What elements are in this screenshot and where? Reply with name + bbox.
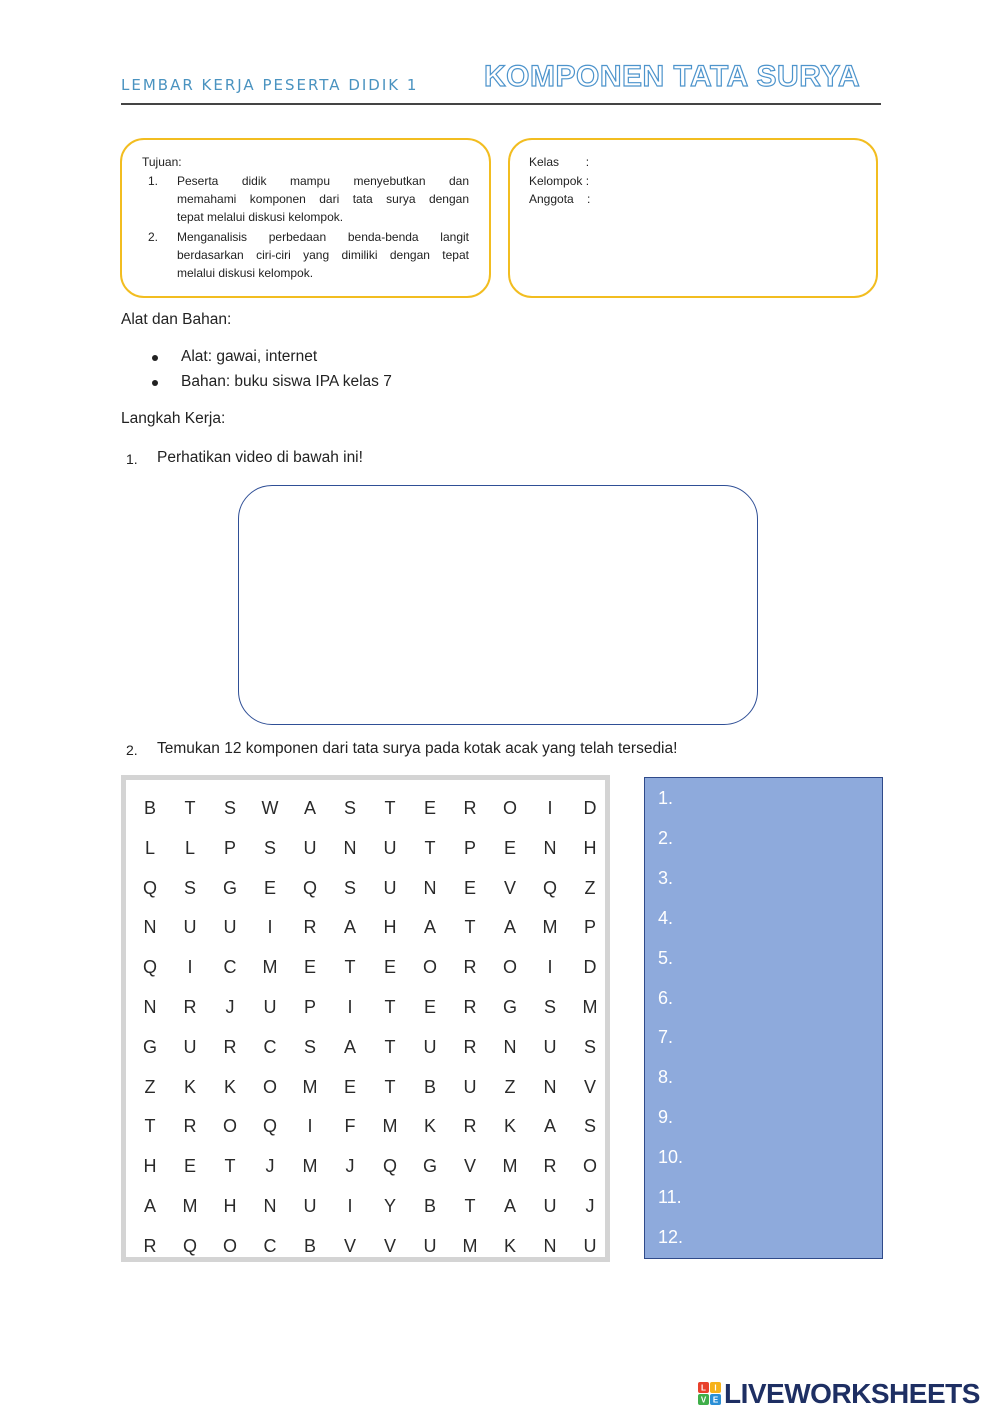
grid-cell[interactable]: N <box>423 877 437 898</box>
grid-cell[interactable]: U <box>423 1235 437 1256</box>
grid-cell[interactable]: H <box>383 917 397 938</box>
grid-cell[interactable]: N <box>143 997 157 1017</box>
grid-cell[interactable]: S <box>223 798 236 818</box>
grid-cell[interactable]: T <box>464 1196 476 1216</box>
grid-cell[interactable]: S <box>583 1116 596 1137</box>
logo-tile-letter: V <box>700 1395 707 1405</box>
grid-cell[interactable]: Q <box>262 1116 277 1137</box>
grid-cell[interactable]: C <box>263 1235 277 1256</box>
grid-cell[interactable]: E <box>263 877 276 898</box>
grid-cell[interactable]: E <box>383 957 396 978</box>
grid-cell[interactable]: I <box>547 957 553 978</box>
grid-cell[interactable]: N <box>543 1235 557 1256</box>
grid-cell[interactable]: R <box>223 1036 237 1057</box>
logo-tile-letter: E <box>712 1395 719 1405</box>
grid-cell[interactable]: N <box>543 837 557 858</box>
grid-cell[interactable]: T <box>224 1156 236 1177</box>
grid-cell[interactable]: Q <box>142 877 157 898</box>
grid-cell[interactable]: U <box>223 917 237 938</box>
grid-cell[interactable]: C <box>223 957 237 978</box>
grid-cell[interactable]: Q <box>382 1156 397 1177</box>
answer-slot[interactable]: 10. <box>658 1147 684 1168</box>
grid-cell[interactable]: T <box>344 957 356 978</box>
grid-cell[interactable]: S <box>583 1036 596 1057</box>
grid-cell[interactable]: Y <box>383 1196 396 1216</box>
grid-cell[interactable]: F <box>344 1116 356 1137</box>
grid-cell[interactable]: N <box>503 1036 517 1057</box>
grid-cell[interactable]: K <box>183 1076 196 1097</box>
grid-cell[interactable]: E <box>303 957 316 978</box>
step-1-number: 1. <box>126 451 138 467</box>
grid-cell[interactable]: V <box>383 1235 396 1256</box>
grid-cell[interactable]: A <box>143 1196 156 1216</box>
grid-cell[interactable]: B <box>423 1196 436 1216</box>
grid-cell[interactable]: R <box>543 1156 557 1177</box>
grid-cell[interactable]: I <box>347 997 353 1017</box>
grid-cell[interactable]: A <box>503 917 516 938</box>
grid-cell[interactable]: A <box>543 1116 556 1137</box>
grid-cell[interactable]: R <box>463 997 477 1017</box>
grid-cell[interactable]: I <box>307 1116 313 1137</box>
grid-cell[interactable]: T <box>384 798 396 818</box>
grid-cell[interactable]: U <box>543 1196 557 1216</box>
grid-cell[interactable]: Q <box>142 957 157 978</box>
materials-item-tools: Alat: gawai, internet <box>181 348 318 365</box>
grid-cell[interactable]: Z <box>584 877 596 898</box>
step-2-number: 2. <box>126 742 138 758</box>
grid-cell[interactable]: U <box>383 837 397 858</box>
grid-cell[interactable]: U <box>383 877 397 898</box>
grid-cell[interactable]: R <box>463 1116 477 1137</box>
grid-cell[interactable]: J <box>585 1196 595 1216</box>
grid-cell[interactable]: Z <box>144 1076 156 1097</box>
grid-cell[interactable]: M <box>502 1156 518 1177</box>
grid-cell[interactable]: T <box>464 917 476 938</box>
grid-cell[interactable]: A <box>343 917 356 938</box>
kelompok-field[interactable]: Kelompok : <box>529 174 590 188</box>
objective-1-text: Peserta didik mampu menyebutkan dan memahami komponen dari tata surya dengan tepat melalui diskusi kelompok. <box>177 174 469 224</box>
grid-cell[interactable]: R <box>183 997 197 1017</box>
grid-cell[interactable]: O <box>222 1116 237 1137</box>
grid-cell[interactable]: R <box>303 917 317 938</box>
grid-cell[interactable]: H <box>223 1196 237 1216</box>
grid-cell[interactable]: M <box>302 1156 318 1177</box>
grid-cell[interactable]: R <box>463 957 477 978</box>
header-divider <box>121 103 881 105</box>
grid-cell[interactable]: M <box>462 1235 478 1256</box>
grid-cell[interactable]: N <box>263 1196 277 1216</box>
grid-cell[interactable]: R <box>143 1235 157 1256</box>
grid-cell[interactable]: K <box>503 1116 516 1137</box>
grid-cell[interactable]: U <box>303 1196 317 1216</box>
answer-slot[interactable]: 6. <box>658 987 674 1008</box>
grid-cell[interactable]: G <box>502 997 517 1017</box>
grid-cell[interactable]: E <box>183 1156 196 1177</box>
grid-cell[interactable]: K <box>503 1235 516 1256</box>
video-frame[interactable] <box>238 485 758 725</box>
grid-cell[interactable]: V <box>343 1235 356 1256</box>
grid-cell[interactable]: I <box>547 798 553 818</box>
grid-cell[interactable]: D <box>583 798 597 818</box>
grid-cell[interactable]: B <box>423 1076 436 1097</box>
grid-cell[interactable]: U <box>543 1036 557 1057</box>
grid-cell[interactable]: J <box>265 1156 275 1177</box>
grid-cell[interactable]: M <box>542 917 558 938</box>
grid-cell[interactable]: S <box>183 877 196 898</box>
grid-cell[interactable]: A <box>503 1196 516 1216</box>
answer-slot[interactable]: 7. <box>658 1027 674 1048</box>
grid-cell[interactable]: S <box>303 1036 316 1057</box>
grid-cell[interactable]: A <box>343 1036 356 1057</box>
grid-cell[interactable]: R <box>183 1116 197 1137</box>
grid-cell[interactable]: U <box>463 1076 477 1097</box>
grid-cell[interactable]: U <box>583 1235 597 1256</box>
grid-cell[interactable]: C <box>263 1036 277 1057</box>
grid-cell[interactable]: M <box>582 997 598 1017</box>
grid-cell[interactable]: N <box>343 837 357 858</box>
anggota-field[interactable]: Anggota : <box>529 192 591 206</box>
grid-cell[interactable]: J <box>345 1156 355 1177</box>
grid-cell[interactable]: M <box>382 1116 398 1137</box>
grid-cell[interactable]: P <box>223 837 236 858</box>
grid-cell[interactable]: E <box>423 997 436 1017</box>
grid-cell[interactable]: T <box>384 1076 396 1097</box>
word-search-grid <box>121 775 610 1262</box>
logo-text: LIVEWORKSHEETS <box>724 1378 980 1409</box>
grid-cell[interactable]: S <box>343 798 356 818</box>
answer-slot[interactable]: 11. <box>658 1187 682 1207</box>
grid-cell[interactable]: H <box>583 837 597 858</box>
grid-cell[interactable]: U <box>423 1036 437 1057</box>
grid-cell[interactable]: A <box>303 798 316 818</box>
grid-cell[interactable]: O <box>502 957 517 978</box>
logo-tile-letter: I <box>714 1383 717 1393</box>
page-title: KOMPONEN TATA SURYA <box>484 60 861 93</box>
grid-cell[interactable]: N <box>143 917 157 938</box>
answer-slot[interactable]: 9. <box>658 1107 674 1128</box>
grid-cell[interactable]: A <box>423 917 436 938</box>
answer-slot[interactable]: 5. <box>658 947 674 968</box>
answer-slot[interactable]: 1. <box>658 788 674 808</box>
objective-2-text: Menganalisis perbedaan benda-benda langit berdasarkan ciri-ciri yang dimiliki dengan tepat melalui diskusi kelompok. <box>177 230 469 280</box>
grid-cell[interactable]: L <box>184 837 195 858</box>
answer-slot[interactable]: 3. <box>658 867 674 888</box>
grid-cell[interactable]: T <box>144 1116 156 1137</box>
objectives-label: Tujuan: <box>142 155 182 169</box>
grid-cell[interactable]: B <box>143 798 156 818</box>
step-2-text: Temukan 12 komponen dari tata surya pada kotak acak yang telah tersedia! <box>157 740 678 757</box>
grid-cell[interactable]: E <box>343 1076 356 1097</box>
grid-cell[interactable]: U <box>183 917 197 938</box>
grid-cell[interactable]: T <box>384 1036 396 1057</box>
grid-cell[interactable]: S <box>543 997 556 1017</box>
grid-cell[interactable]: M <box>302 1076 318 1097</box>
grid-cell[interactable]: R <box>463 798 477 818</box>
grid-cell[interactable]: V <box>503 877 516 898</box>
objective-2-number: 2. <box>148 230 159 244</box>
grid-cell[interactable]: Q <box>542 877 557 898</box>
grid-cell[interactable]: U <box>303 837 317 858</box>
grid-cell[interactable]: O <box>422 957 437 978</box>
grid-cell[interactable]: K <box>423 1116 436 1137</box>
materials-heading: Alat dan Bahan: <box>121 311 232 328</box>
steps-heading: Langkah Kerja: <box>121 410 226 427</box>
answer-slot[interactable]: 12. <box>658 1226 684 1247</box>
grid-cell[interactable]: I <box>267 917 273 938</box>
grid-cell[interactable]: I <box>187 957 193 978</box>
objective-1-number: 1. <box>148 174 159 188</box>
grid-cell[interactable]: L <box>144 837 155 858</box>
grid-cell[interactable]: S <box>343 877 356 898</box>
grid-cell[interactable]: O <box>502 798 517 818</box>
grid-cell[interactable]: D <box>583 957 597 978</box>
grid-cell[interactable]: W <box>261 798 279 818</box>
grid-cell[interactable]: I <box>347 1196 353 1216</box>
grid-cell[interactable]: T <box>424 837 436 858</box>
grid-cell[interactable]: V <box>583 1076 596 1097</box>
bullet-icon <box>152 380 158 386</box>
grid-cell[interactable]: G <box>222 877 237 898</box>
materials-item-book: Bahan: buku siswa IPA kelas 7 <box>181 373 392 390</box>
grid-cell[interactable]: E <box>463 877 476 898</box>
grid-cell[interactable]: V <box>463 1156 476 1177</box>
grid-cell[interactable]: O <box>222 1235 237 1256</box>
step-1-text: Perhatikan video di bawah ini! <box>157 449 363 466</box>
grid-cell[interactable]: Q <box>302 877 317 898</box>
grid-cell[interactable]: P <box>463 837 476 858</box>
grid-cell[interactable]: K <box>223 1076 236 1097</box>
grid-cell[interactable]: O <box>582 1156 597 1177</box>
grid-cell[interactable]: P <box>583 917 596 938</box>
grid-cell[interactable]: N <box>543 1076 557 1097</box>
grid-cell[interactable]: Z <box>504 1076 516 1097</box>
logo-tile-letter: L <box>701 1383 706 1393</box>
grid-cell[interactable]: S <box>263 837 276 858</box>
grid-cell[interactable]: H <box>143 1156 157 1177</box>
grid-cell[interactable]: T <box>184 798 196 818</box>
bullet-icon <box>152 355 158 361</box>
grid-cell[interactable]: E <box>503 837 516 858</box>
grid-cell[interactable]: G <box>142 1036 157 1057</box>
grid-cell[interactable]: P <box>303 997 316 1017</box>
grid-cell[interactable]: M <box>182 1196 198 1216</box>
answer-slot[interactable]: 2. <box>658 827 674 848</box>
grid-cell[interactable]: Q <box>182 1235 197 1256</box>
logo-mark-icon <box>698 1382 722 1406</box>
answer-slot[interactable]: 8. <box>658 1067 674 1088</box>
grid-cell[interactable]: R <box>463 1036 477 1057</box>
kelas-field[interactable]: Kelas : <box>529 155 590 169</box>
grid-cell[interactable]: B <box>303 1235 316 1256</box>
grid-cell[interactable]: U <box>183 1036 197 1057</box>
grid-cell[interactable]: M <box>262 957 278 978</box>
grid-cell[interactable]: G <box>422 1156 437 1177</box>
grid-cell[interactable]: E <box>423 798 436 818</box>
grid-cell[interactable]: U <box>263 997 277 1017</box>
grid-cell[interactable]: J <box>225 997 235 1017</box>
worksheet-label: LEMBAR KERJA PESERTA DIDIK 1 <box>121 76 419 94</box>
grid-cell[interactable]: T <box>384 997 396 1017</box>
grid-cell[interactable]: O <box>262 1076 277 1097</box>
answer-slot[interactable]: 4. <box>658 907 674 928</box>
